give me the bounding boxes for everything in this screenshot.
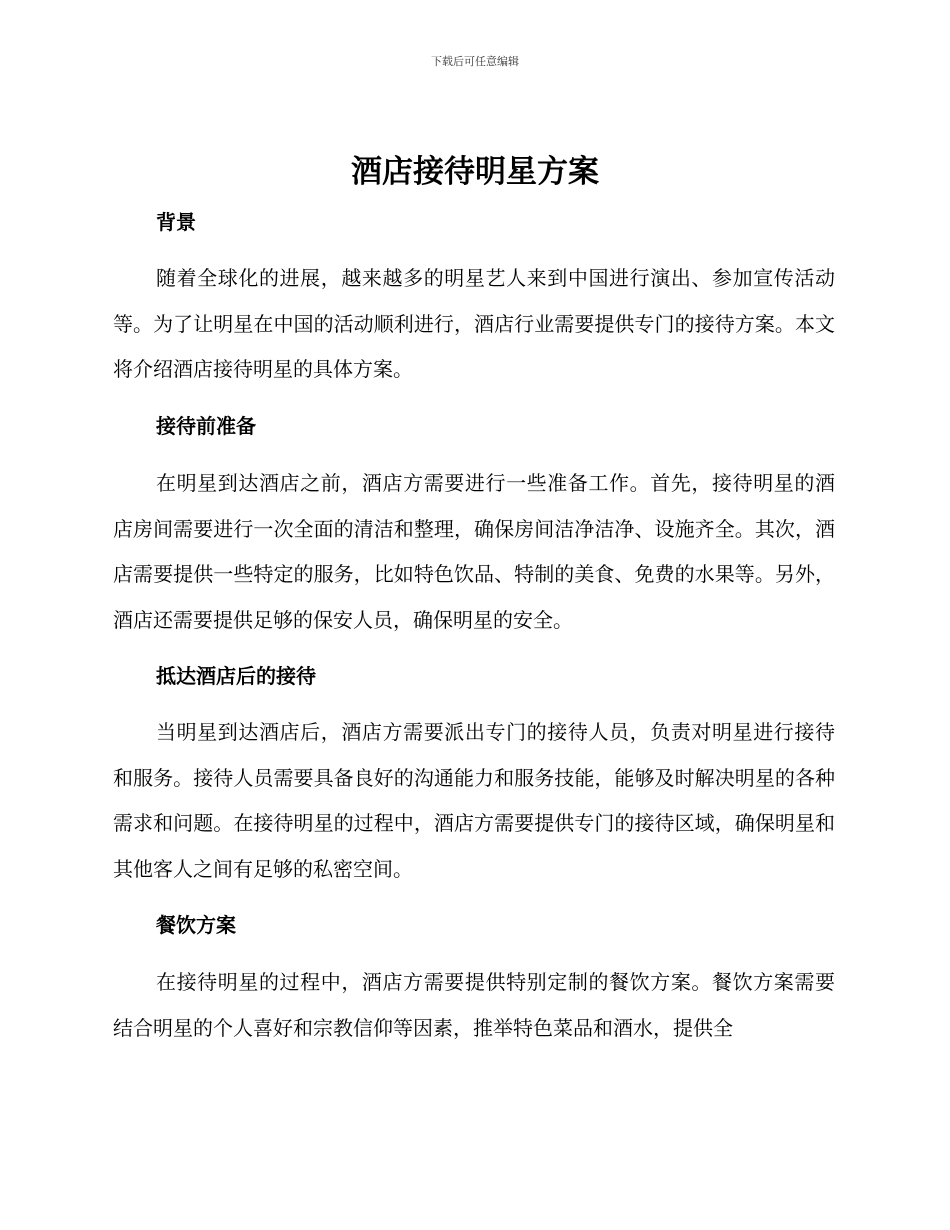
section-heading-preparation: 接待前准备 (156, 414, 256, 438)
section-heading-background: 背景 (156, 210, 196, 234)
section-paragraph-arrival: 当明星到达酒店后，酒店方需要派出专门的接待人员，负责对明星进行接待和服务。接待人员需要具备良好的沟通能力和服务技能，能够及时解决明星的各种需求和问题。在接待明星的过程中，酒店方需要提供专门的接待区域，确保明星和其他客人之间有足够的私密空间。 (113, 720, 835, 881)
document-title: 酒店接待明星方案 (351, 154, 599, 190)
section-paragraph-preparation: 在明星到达酒店之前，酒店方需要进行一些准备工作。首先，接待明星的酒店房间需要进行一次全面的清洁和整理，确保房间洁净洁净、设施齐全。其次，酒店需要提供一些特定的服务，比如特色饮品、特制的美食、免费的水果等。另外，酒店还需要提供足够的保安人员，确保明星的安全。 (113, 471, 835, 632)
section-heading-catering: 餐饮方案 (156, 913, 236, 937)
section-paragraph-catering: 在接待明星的过程中，酒店方需要提供特别定制的餐饮方案。餐饮方案需要结合明星的个人喜好和宗教信仰等因素，推举特色菜品和酒水，提供全 (113, 970, 835, 1040)
header-note: 下载后可任意编辑 (431, 55, 519, 68)
section-heading-arrival: 抵达酒店后的接待 (156, 664, 316, 688)
section-paragraph-background: 随着全球化的进展，越来越多的明星艺人来到中国进行演出、参加宣传活动等。为了让明星在中国的活动顺利进行，酒店行业需要提供专门的接待方案。本文将介绍酒店接待明星的具体方案。 (113, 266, 835, 381)
